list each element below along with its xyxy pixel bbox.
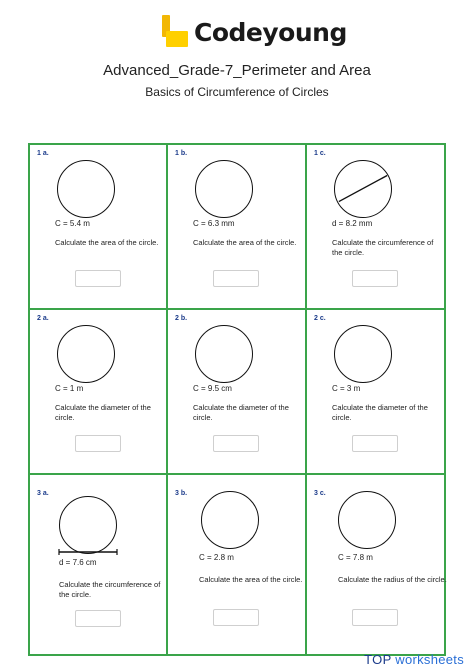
- problem-number: 1 c.: [314, 150, 326, 157]
- circle-figure: [334, 160, 392, 218]
- problem-cell: [308, 476, 445, 652]
- problem-cell: [169, 311, 306, 476]
- problem-cell: [31, 311, 168, 476]
- answer-input[interactable]: [213, 270, 259, 287]
- footer-worksheets: worksheets: [395, 652, 464, 667]
- problem-number: 3 a.: [37, 490, 49, 497]
- question-text: Calculate the radius of the circle.: [338, 575, 447, 584]
- circle-figure: [338, 491, 396, 549]
- question-text: Calculate the area of the circle.: [55, 238, 159, 247]
- problem-cell: [31, 476, 168, 652]
- answer-input[interactable]: [352, 435, 398, 452]
- question-text: Calculate the circumference of the circle.: [332, 238, 434, 257]
- page-subtitle: Basics of Circumference of Circles: [145, 85, 329, 99]
- question-text: Calculate the area of the circle.: [199, 575, 303, 584]
- problem-number: 2 c.: [314, 315, 326, 322]
- question-text: Calculate the circumference of the circle.: [59, 580, 161, 599]
- problem-cell: [308, 311, 445, 476]
- footer-top: TOP: [364, 652, 392, 667]
- grid-line: [28, 143, 446, 145]
- problem-cell: [169, 476, 306, 652]
- answer-input[interactable]: [352, 270, 398, 287]
- problem-number: 1 b.: [175, 150, 188, 157]
- given-measure: C = 9.5 cm: [193, 384, 232, 393]
- given-measure: d = 7.6 cm: [59, 558, 97, 567]
- diameter-line: [335, 161, 391, 217]
- grid-line: [28, 143, 30, 656]
- answer-input[interactable]: [75, 435, 121, 452]
- brand-logo: [162, 12, 347, 52]
- question-text: Calculate the diameter of the circle.: [193, 403, 289, 422]
- answer-input[interactable]: [75, 270, 121, 287]
- problem-number: 3 b.: [175, 490, 188, 497]
- page-title: Advanced_Grade-7_Perimeter and Area: [103, 62, 371, 79]
- problem-number: 2 b.: [175, 315, 188, 322]
- given-measure: C = 2.8 m: [199, 553, 234, 562]
- answer-input[interactable]: [213, 609, 259, 626]
- problem-number: 3 c.: [314, 490, 326, 497]
- given-measure: C = 6.3 mm: [193, 219, 235, 228]
- question-text: Calculate the diameter of the circle.: [55, 403, 151, 422]
- given-measure: C = 5.4 m: [55, 219, 90, 228]
- circle-figure: [334, 325, 392, 383]
- problem-cell: [308, 146, 445, 311]
- footer-brand: [364, 652, 464, 667]
- problem-cell: [169, 146, 306, 311]
- circle-figure: [57, 325, 115, 383]
- problem-number: 1 a.: [37, 150, 49, 157]
- circle-figure: [195, 325, 253, 383]
- given-measure: C = 7.8 m: [338, 553, 373, 562]
- answer-input[interactable]: [75, 610, 121, 627]
- diameter-measure-line: [58, 549, 118, 555]
- circle-figure: [59, 496, 117, 554]
- circle-figure: [195, 160, 253, 218]
- given-measure: C = 3 m: [332, 384, 361, 393]
- codeyoung-logo-icon: [162, 15, 188, 49]
- circle-figure: [201, 491, 259, 549]
- question-text: Calculate the area of the circle.: [193, 238, 297, 247]
- answer-input[interactable]: [213, 435, 259, 452]
- given-measure: d = 8.2 mm: [332, 219, 373, 228]
- problem-cell: [31, 146, 168, 311]
- answer-input[interactable]: [352, 609, 398, 626]
- given-measure: C = 1 m: [55, 384, 84, 393]
- question-text: Calculate the diameter of the circle.: [332, 403, 428, 422]
- brand-name: Codeyoung: [194, 17, 347, 47]
- problem-number: 2 a.: [37, 315, 49, 322]
- circle-figure: [57, 160, 115, 218]
